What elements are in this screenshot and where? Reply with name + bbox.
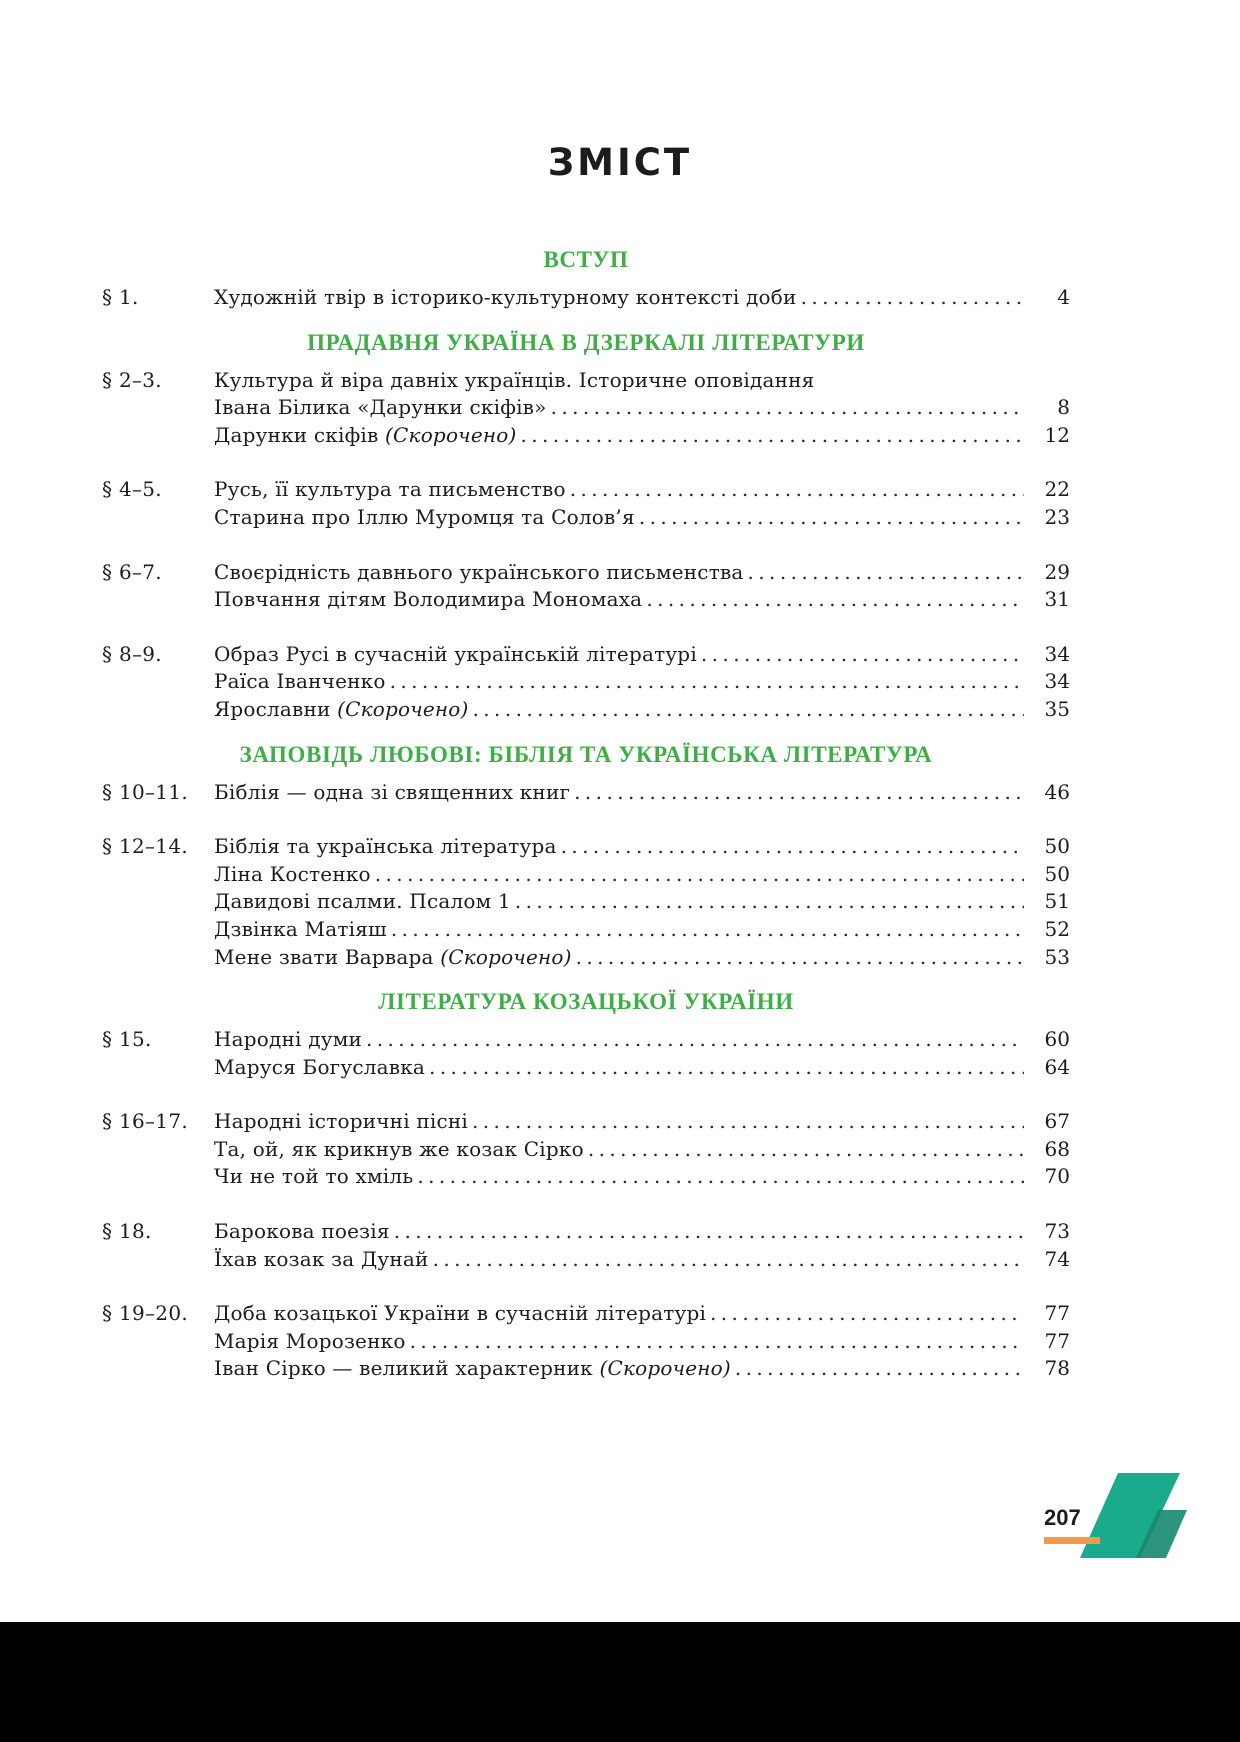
paragraph-number: § 16–17. xyxy=(102,1109,189,1134)
entry-title xyxy=(214,779,570,807)
toc-entry[interactable] xyxy=(102,1328,1070,1356)
dot-leader xyxy=(515,888,1024,916)
paragraph-number: § 4–5. xyxy=(102,477,162,502)
toc-group xyxy=(102,779,1070,807)
entry-page-number: 22 xyxy=(1044,477,1070,502)
toc-group xyxy=(102,1218,1070,1273)
entry-note: (Скорочено) xyxy=(599,1356,731,1381)
entry-page-number: 78 xyxy=(1044,1356,1070,1381)
toc-entry[interactable] xyxy=(102,586,1070,614)
paragraph-number: § 19–20. xyxy=(102,1301,189,1326)
entry-title xyxy=(214,944,572,972)
entry-title xyxy=(214,1108,468,1136)
toc-entry[interactable] xyxy=(102,559,1070,587)
entry-title-text: Своєрідність давнього українського письменства xyxy=(214,559,744,584)
entry-title xyxy=(214,1218,390,1246)
dot-leader xyxy=(748,559,1024,587)
table-of-contents xyxy=(102,240,1070,1394)
entry-title-text: Художній твір в історико-культурному контексті доби xyxy=(214,285,797,309)
entry-title-text: Ярославни xyxy=(214,696,338,721)
dot-leader xyxy=(801,284,1024,312)
entry-page-number: 31 xyxy=(1044,587,1070,612)
toc-group xyxy=(102,367,1070,450)
dot-leader xyxy=(588,1136,1024,1164)
dot-leader xyxy=(429,1054,1024,1082)
dot-leader xyxy=(410,1328,1024,1356)
entry-title xyxy=(214,476,566,504)
entry-title-text: Барокова поезія xyxy=(214,1219,390,1244)
toc-entry[interactable] xyxy=(102,779,1070,807)
entry-page-number: 73 xyxy=(1044,1219,1070,1244)
entry-title-text: Народні думи xyxy=(214,1027,362,1052)
toc-entry[interactable] xyxy=(102,394,1070,422)
toc-group xyxy=(102,1026,1070,1081)
toc-entry[interactable] xyxy=(102,1355,1070,1383)
page-number: 207 xyxy=(1044,1505,1081,1530)
entry-title xyxy=(214,559,744,587)
entry-title-text: Чи не той то хміль xyxy=(214,1164,414,1189)
dot-leader xyxy=(366,1026,1024,1054)
entry-title-text: Та, ой, як крикнув же козак Сірко xyxy=(214,1136,584,1161)
entry-title xyxy=(214,916,387,944)
dot-leader xyxy=(472,1108,1024,1136)
entry-title xyxy=(214,1246,429,1274)
entry-title-text: Маруся Богуславка xyxy=(214,1054,426,1079)
section-heading: ЛІТЕРАТУРА КОЗАЦЬКОЇ УКРАЇНИ xyxy=(378,989,794,1015)
toc-entry[interactable] xyxy=(102,422,1070,450)
entry-title-text: Марія Морозенко xyxy=(214,1328,406,1353)
entry-title-text: Біблія та українська література xyxy=(214,834,557,859)
dot-leader xyxy=(551,394,1024,422)
toc-entry[interactable] xyxy=(102,1054,1070,1082)
dot-leader xyxy=(433,1246,1024,1274)
paragraph-number: § 10–11. xyxy=(102,779,189,804)
entry-page-number: 60 xyxy=(1044,1027,1070,1052)
entry-title-text: Мене звати Варвара xyxy=(214,944,441,969)
toc-entry[interactable] xyxy=(102,504,1070,532)
dot-leader xyxy=(701,641,1024,669)
dot-leader xyxy=(561,833,1024,861)
dot-leader xyxy=(394,1218,1024,1246)
entry-page-number: 50 xyxy=(1044,834,1070,859)
entry-note: (Скорочено) xyxy=(440,944,572,969)
entry-page-number: 70 xyxy=(1044,1164,1070,1189)
entry-page-number: 64 xyxy=(1044,1054,1070,1079)
section-heading: ВСТУП xyxy=(543,247,629,272)
page-title: ЗМІСТ xyxy=(547,141,693,184)
paragraph-number: § 2–3. xyxy=(102,367,162,392)
entry-title xyxy=(214,641,697,669)
entry-title-text: Дзвінка Матіяш xyxy=(214,916,387,941)
entry-page-number: 77 xyxy=(1044,1301,1070,1326)
toc-entry[interactable] xyxy=(102,367,1070,395)
entry-title-text: Образ Русі в сучасній українській літературі xyxy=(214,641,697,666)
entry-title xyxy=(214,367,814,395)
entry-page-number: 29 xyxy=(1044,559,1070,584)
entry-title-text: Народні історичні пісні xyxy=(214,1109,469,1134)
toc-entry[interactable] xyxy=(102,641,1070,669)
toc-entry[interactable] xyxy=(102,1108,1070,1136)
toc-entry[interactable] xyxy=(102,1246,1070,1274)
dot-leader xyxy=(576,944,1024,972)
entry-title-text: Іван Сірко — великий характерник xyxy=(214,1356,600,1381)
entry-page-number: 35 xyxy=(1044,696,1070,721)
toc-group xyxy=(102,284,1070,312)
dot-leader xyxy=(574,779,1024,807)
entry-title xyxy=(214,586,642,614)
toc-entry[interactable] xyxy=(102,1136,1070,1164)
entry-title xyxy=(214,1054,425,1082)
toc-entry[interactable] xyxy=(102,833,1070,861)
entry-note: (Скорочено) xyxy=(385,422,517,447)
paragraph-number: § 6–7. xyxy=(102,559,162,584)
entry-page-number: 77 xyxy=(1044,1328,1070,1353)
entry-title xyxy=(214,1355,731,1383)
paragraph-number: § 8–9. xyxy=(102,641,162,666)
dot-leader xyxy=(390,668,1024,696)
dot-leader xyxy=(417,1163,1024,1191)
toc-entry[interactable] xyxy=(102,1300,1070,1328)
toc-entry[interactable] xyxy=(102,1218,1070,1246)
entry-title-text: Івана Білика «Дарунки скіфів» xyxy=(214,395,547,420)
entry-title-text: Біблія — одна зі священних книг xyxy=(214,779,571,804)
entry-title-text: Старина про Іллю Муромця та Солов’я xyxy=(214,504,635,529)
toc-group xyxy=(102,833,1070,971)
dot-leader xyxy=(391,916,1024,944)
toc-entry[interactable] xyxy=(102,1163,1070,1191)
entry-page-number: 68 xyxy=(1044,1136,1070,1161)
toc-group xyxy=(102,559,1070,614)
entry-page-number: 34 xyxy=(1044,669,1070,694)
toc-group xyxy=(102,476,1070,531)
entry-title-text: Повчання дітям Володимира Мономаха xyxy=(214,587,643,612)
toc-entry[interactable] xyxy=(102,1026,1070,1054)
toc-group xyxy=(102,641,1070,724)
entry-title-text: Раїса Іванченко xyxy=(214,669,386,694)
entry-title xyxy=(214,284,797,312)
entry-title xyxy=(214,422,516,450)
dot-leader xyxy=(639,504,1024,532)
paragraph-number: § 1. xyxy=(102,285,139,309)
section-heading: ПРАДАВНЯ УКРАЇНА В ДЗЕРКАЛІ ЛІТЕРАТУРИ xyxy=(307,329,865,355)
entry-page-number: 4 xyxy=(1057,285,1070,309)
bottom-black-band xyxy=(0,1622,1240,1742)
dot-leader xyxy=(646,586,1024,614)
section-heading: ЗАПОВІДЬ ЛЮБОВІ: БІБЛІЯ ТА УКРАЇНСЬКА ЛІТЕРАТУРА xyxy=(239,741,933,767)
toc-entry[interactable] xyxy=(102,668,1070,696)
dot-leader xyxy=(375,861,1024,889)
entry-title xyxy=(214,861,371,889)
entry-page-number: 53 xyxy=(1044,944,1070,969)
toc-entry[interactable] xyxy=(102,284,1070,312)
toc-entry[interactable] xyxy=(102,888,1070,916)
entry-title-text: Їхав козак за Дунай xyxy=(214,1246,429,1271)
entry-title xyxy=(214,1328,406,1356)
entry-title xyxy=(214,1136,584,1164)
dot-leader xyxy=(710,1300,1024,1328)
paragraph-number: § 18. xyxy=(102,1219,152,1244)
entry-page-number: 50 xyxy=(1044,861,1070,886)
toc-entry[interactable] xyxy=(102,944,1070,972)
page-number-underline xyxy=(1044,1537,1100,1544)
paragraph-number: § 15. xyxy=(102,1027,152,1052)
entry-page-number: 46 xyxy=(1044,779,1070,804)
entry-page-number: 74 xyxy=(1044,1246,1070,1271)
entry-title xyxy=(214,833,557,861)
paragraph-number: § 12–14. xyxy=(102,834,189,859)
dot-leader xyxy=(570,476,1024,504)
entry-page-number: 52 xyxy=(1044,916,1070,941)
entry-title-text: Русь, її культура та письменство xyxy=(214,477,566,502)
toc-entry[interactable] xyxy=(102,916,1070,944)
entry-title xyxy=(214,668,386,696)
entry-page-number: 34 xyxy=(1044,641,1070,666)
entry-page-number: 51 xyxy=(1044,889,1070,914)
toc-group xyxy=(102,1108,1070,1191)
entry-title xyxy=(214,696,469,724)
entry-title-text: Давидові псалми. Псалом 1 xyxy=(214,889,511,914)
entry-title-text: Доба козацької України в сучасній літературі xyxy=(214,1301,707,1326)
entry-title xyxy=(214,1300,706,1328)
toc-entry[interactable] xyxy=(102,696,1070,724)
dot-leader xyxy=(473,696,1024,724)
entry-title-text: Дарунки скіфів xyxy=(214,422,386,447)
entry-title xyxy=(214,1026,362,1054)
dot-leader xyxy=(735,1355,1024,1383)
entry-page-number: 8 xyxy=(1057,395,1070,420)
entry-title xyxy=(214,888,511,916)
dot-leader xyxy=(520,422,1024,450)
entry-title xyxy=(214,1163,413,1191)
entry-page-number: 67 xyxy=(1044,1109,1070,1134)
entry-note: (Скорочено) xyxy=(337,696,469,721)
entry-title-text: Культура й віра давніх українців. Історичне оповідання xyxy=(214,367,815,392)
entry-title xyxy=(214,394,547,422)
toc-entry[interactable] xyxy=(102,476,1070,504)
entry-page-number: 23 xyxy=(1044,504,1070,529)
toc-group xyxy=(102,1300,1070,1383)
entry-title xyxy=(214,504,635,532)
entry-title-text: Ліна Костенко xyxy=(214,861,371,886)
entry-page-number: 12 xyxy=(1044,422,1070,447)
toc-entry[interactable] xyxy=(102,861,1070,889)
